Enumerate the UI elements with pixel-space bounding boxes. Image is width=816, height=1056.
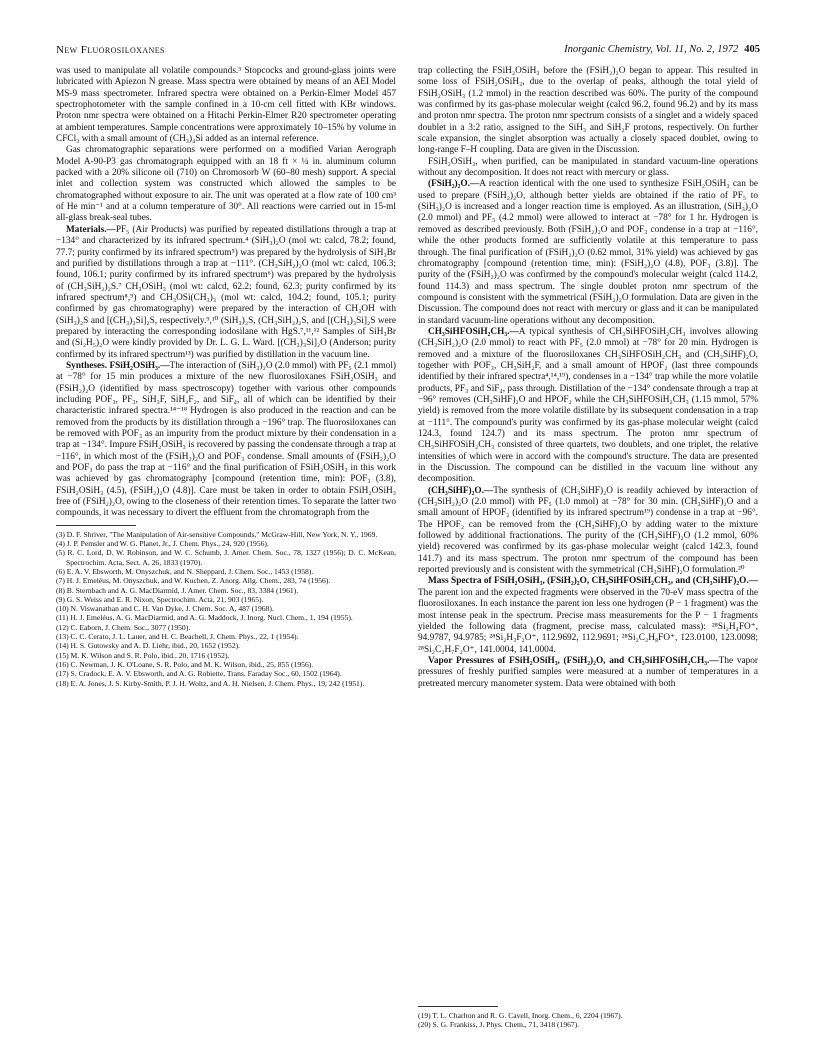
section-heading: Syntheses. FSiH₂OSiH₃.— (66, 360, 170, 371)
paragraph-text: FSiH₂OSiH₃, when purified, can be manipulated in standard vacuum-line operations without any decomposition. It does not react with mercury or glass. (418, 156, 758, 179)
paragraph-text: trap collecting the FSiH₂OSiH₃ before the (FSiH₂)₂O began to appear. This resulted in some loss of FSiH₂OSiH₃, due to the overlap of peaks, although the total yield of FSiH₂OSiH₃ (1.2 mmol) in the reaction described was 60%. The purity of the compound was confirmed by its gas-phase molecular weight (calcd 96.2, found 96.2) and by its mass and proton nmr spectra. The proton nmr spectrum consists of a singlet and a widely spaced doublet in a 3:2 ratio, assigned to the SiH₃ and SiH₂F protons, respectively. On further scale expansion, the singlet absorption was actually a closely spaced doublet, owing to long-range F–H coupling. Data are given in the Discussion. (418, 66, 758, 156)
paragraph (56, 225, 396, 361)
paragraph (56, 361, 396, 520)
footnote: (20) S. G. Frankiss, J. Phys. Chem., 71, 3418 (1967). (418, 1020, 580, 1030)
left-column (56, 66, 396, 688)
section-heading: Vapor Pressures of FSiH₂OSiH₃, (FSiH₂)₂O, and CH₃SiHFOSiH₂CH₃.— (428, 655, 719, 666)
footnote: (8) B. Sternbach and A. G. MacDiarmid, J. Amer. Chem. Soc., 83, 3384 (1961). (56, 585, 299, 595)
paragraph-text: PF₅ (Air Products) was purified by repeated distillations through a trap at −134° and characterized by its infrared spectrum.⁴ (SiH₃)₂O (mol wt: calcd, 78.2; found, 77.7; purity confirmed by its infrared spectrum⁵) was prepared by the hydrolysis of SiH₃Br and purified by distillations through a trap at −111°. (CH₃SiH₂)₂O (mol wt: calcd, 106.3; found, 106.1; purity confirmed by its infrared spectrum⁶) was prepared by the hydrolysis of (CH₃SiH₂)₂S.⁷ CH₃OSiH₃ (mol wt: calcd, 62.2; found, 62.3; purity confirmed by its infrared spectrum⁸,⁹) and CH₃OSi(CH₃)₃ (mol wt: calcd, 104.2; found, 105.1; purity confirmed by gas chromatography) were prepared by the interaction of CH₃OH with (SiH₃)₂S and [(CH₃)₃Si]₂S, respectively.⁹,¹⁰ (SiH₃)₂S, (CH₃SiH₂)₂S, and [(CH₃)₃Si]₂S were prepared by interacting the corresponding iodosilane with HgS.⁷,¹¹,¹² Samples of SiH₃Br and (Si₂H₅)₂O were kindly provided by Dr. L. G. L. Ward. [(CH₃)₃Si]₂O (Anderson; purity confirmed by its infrared spectrum¹³) was purified by distillation in the vacuum line. (56, 224, 396, 360)
footnote: (10) N. Viswanathan and C. H. Van Dyke, J. Chem. Soc. A, 487 (1968). (56, 604, 274, 614)
footnote: (5) R. C. Lord, D. W. Robinson, and W. C. Schumb, J. Amer. Chem. Soc., 78, 1327 (1956); D. C. McKean, Spectrochim. Acta, Sect. A, 26, 1833 (1970). (56, 548, 396, 567)
paragraph-text: A reaction identical with the one used to synthesize FSiH₂OSiH₃ can be used to prepare (FSiH₂)₂O, although better yields are obtained if the ratio of PF₅ to (SiH₃)₂O is increased and a longer reaction time is employed. As an illustration, (SiH₃)₂O (2.0 mmol) and PF₅ (4.2 mmol) were allowed to interact at −78° for 1 hr. Hydrogen is removed as described previously. Both (FSiH₂)₂O and POF₃ condense in a trap at −116°, while the other products formed are sufficiently volatile at this temperature to pass through. The final purification of (FSiH₂)₂O (0.62 mmol, 31% yield) was achieved by gas chromatography [compound (retention time, min): (FSiH₂)₂O (4.8), POF₃ (3.8)]. The purity of the (FSiH₂)₂O was confirmed by the compound's molecular weight (calcd 114.2, found 114.3) and mass spectrum. The single doublet proton nmr spectrum of the compound is consistent with the symmetrical (FSiH₂)₂O formulation. Data are given in the Discussion. The compound does not react with mercury or glass and it can be manipulated in standard vacuum-line operations without any decomposition. (418, 179, 758, 326)
running-title: New Fluorosiloxanes (56, 44, 165, 56)
section-heading: Materials.— (66, 224, 116, 235)
section-heading: (CH₃SiHF)₂O.— (428, 485, 494, 496)
right-column (418, 66, 758, 690)
footnote: (15) M. K. Wilson and S. R. Polo, ibid., 20, 1716 (1952). (56, 650, 230, 660)
running-header (56, 44, 760, 58)
section-heading: Mass Spectra of FSiH₂OSiH₃, (FSiH₂)₂O, CH₃SiHFOSiH₂CH₃, and (CH₃SiHF)₂O.— (428, 576, 758, 587)
page-number: 405 (744, 44, 760, 55)
paragraph-text: A typical synthesis of CH₃SiHFOSiH₂CH₃ involves allowing (CH₃SiH₂)₂O (2.0 mmol) to react with PF₅ (2.0 mmol) at −78° for 20 min. Hydrogen is removed and a mixture of the fluorosiloxanes CH₃SiHFOSiH₂CH₃ and (CH₃SiHF)₂O, together with POF₃, CH₃SiH₂F, and a small amount of HPOF₂ (last three compounds identified by their infrared spectra⁴,¹⁴,¹⁹), condenses in a −134° trap while the more volatile products, PF₃ and SiF₄, pass through. Distillation of the −134° condensate through a trap at −96° removes (CH₃SiHF)₂O and HPOF₂ while the CH₃SiHFOSiH₂CH₃ (1.15 mmol, 57% yield) is removed from the more volatile distillate by its subsequent condensation in a trap at −111°. The compound's purity was confirmed by its gas-phase molecular weight (calcd 124.3, found 124.7) and its mass spectrum. The proton nmr spectrum of CH₃SiHFOSiH₂CH₃ consisted of three quartets, two doublets, and one triplet, the relative intensities of which were in accord with the compound's structure. The data are presented in the Discussion. The compound can be distilled in the vacuum line without any decomposition. (418, 326, 758, 485)
footnote: (17) S. Cradock, E. A. V. Ebsworth, and A. G. Robiette, Trans. Faraday Soc., 60, 1502 (1964). (56, 669, 342, 679)
footnote: (11) H. J. Emeléus, A. G. MacDiarmid, and A. G. Maddock, J. Inorg. Nucl. Chem., 1, 194 (1955). (56, 613, 353, 623)
footnote: (18) E. A. Jones, J. S. Kirby-Smith, P. J. H. Woltz, and A. H. Nielsen, J. Chem. Phys., 19, 242 (1951). (56, 678, 365, 688)
paragraph (418, 327, 758, 486)
footnote: (7) H. J. Emeléus, M. Onyszchuk, and W. Kuchen, Z. Anorg. Allg. Chem., 283, 74 (1956). (56, 576, 331, 586)
section-heading: (FSiH₂)₂O.— (428, 179, 480, 190)
footnote: (6) E. A. V. Ebsworth, M. Onyszchuk, and N. Sheppard, J. Chem. Soc., 1453 (1958). (56, 566, 314, 576)
paragraph (56, 66, 396, 145)
paragraph-text: The parent ion and the expected fragments were observed in the 70-eV mass spectra of the fluorosiloxanes. In each instance the parent ion less one hydrogen (P − 1 fragment) was the most intense peak in the spectrum. Precise mass measurements for the P − 1 fragments yielded the following data (fragment, precise mass, calculated mass): ²⁸Si₂H₄FO⁺, 94.9787, 94.9785; ²⁸Si₂H₃F₂O⁺, 112.9692, 112.9691; ²⁸Si₂C₂H₈FO⁺, 123.0100, 123.0098; ²⁸Si₂C₂H₇F₂O⁺, 141.0004, 141.0004. (418, 587, 758, 655)
paragraph (418, 576, 758, 655)
journal-citation (564, 44, 760, 55)
paragraph-text: Gas chromatographic separations were performed on a modified Varian Aerograph Model A-90-P3 gas chromatograph equipped with an 18 ft × ¼ in. aluminum column packed with a 20% silicone oil (710) on Chromosorb W (60–80 mesh) support. A special inlet and collection system was constructed which allowed the samples to be chromatographed without exposure to air. The unit was operated at a flow rate of 100 cm³ of He min⁻¹ and at a column temperature of 30°. All reactions were carried out in 15-ml all-glass break-seal tubes. (56, 145, 396, 224)
footnote: (3) D. F. Shriver, "The Manipulation of Air-sensitive Compounds," McGraw-Hill, New York, N. Y., 1969. (56, 529, 378, 539)
footnote: (16) C. Newman, J. K. O'Loane, S. R. Polo, and M. K. Wilson, ibid., 25, 855 (1956). (56, 659, 314, 669)
paragraph (418, 66, 758, 157)
footnote: (9) G. S. Weiss and E. R. Nixon, Spectrochim. Acta, 21, 903 (1965). (56, 594, 264, 604)
footnote: (19) T. L. Charlton and R. G. Cavell, Inorg. Chem., 6, 2204 (1967). (418, 1011, 623, 1020)
journal-name: Inorganic Chemistry, Vol. 11, No. 2, 1972 (564, 44, 739, 55)
paragraph (418, 157, 758, 180)
paragraph-text: The synthesis of (CH₃SiHF)₂O is readily achieved by interaction of (CH₃SiH₂)₂O (2.0 mmol) with PF₅ (1.0 mmol) at −78° for 30 min. (CH₃SiHF)₂O and a small amount of HPOF₂ (identified by its infrared spectrum¹⁹) condense in a trap at −96°. The HPOF₂ can be removed from the (CH₃SiHF)₂O by adding water to the mixture followed by additional fractionations. The purity of the (CH₃SiHF)₂O (1.2 mmol, 60% yield) recovered was confirmed by its gas-phase molecular weight (calcd 142.3, found 141.7) and its mass spectrum. The proton nmr spectrum of the compound has been reported previously and is consistent with the symmetrical (CH₃SiHF)₂O formulation.²⁰ (418, 485, 758, 576)
footnote-rule (418, 1006, 498, 1007)
section-heading: CH₃SiHFOSiH₂CH₃.— (428, 326, 519, 337)
right-column-body (418, 66, 758, 690)
footnote: (12) C. Eaborn, J. Chem. Soc., 3077 (1950). (56, 622, 191, 632)
footnote-rule (56, 525, 136, 526)
footnote: (4) J. P. Pemsler and W. G. Planet, Jr., J. Chem. Phys., 24, 920 (1956). (56, 539, 269, 549)
paragraph-text: was used to manipulate all volatile compounds.³ Stopcocks and ground-glass joints were lubricated with Apiezon N grease. Mass spectra were obtained by means of an AEI Model MS-9 mass spectrometer. Infrared spectra were obtained on a Perkin-Elmer Model 457 spectrophotometer with the sample confined in a 10-cm cell fitted with KBr windows. Proton nmr spectra were obtained on a Hitachi Perkin-Elmer R20 spectrometer operating at ambient temperatures. Sample concentrations were approximately 10–15% by volume in CFCl₃ with a small amount of (CH₃)₄Si added as an internal reference. (56, 66, 396, 145)
paragraph (418, 656, 758, 690)
paragraph-text: The vapor pressures of freshly purified samples were measured at a number of temperatures in a pretreated mercury manometer system. Data were obtained with both (418, 655, 759, 689)
paragraph-text: The interaction of (SiH₃)₂O (2.0 mmol) with PF₅ (2.1 mmol) at −78° for 15 min produces a mixture of the new fluorosiloxanes FSiH₂OSiH₃ and (FSiH₂)₂O (identified by mass spectroscopy) together with various other compounds including POF₃, PF₃, SiH₃F, SiH₂F₂, and SiF₄, all of which can be identified by their characteristic infrared spectra.¹⁴⁻¹⁸ Hydrogen is also produced in the reaction and can be removed from the products by its distillation through a −196° trap. The fluorosiloxanes can be removed with POF₃ as an impurity from the product mixture by their condensation in a trap at −134°. Impure FSiH₂OSiH₃ is recovered by passing the condensate through a trap at −116°, in which most of the (FSiH₂)₂O and POF₃ condense. Small amounts of (FSiH₂)₂O and POF₃ do pass the trap at −116° and the final purification of FSiH₂OSiH₃ in this work was achieved by gas chromatography [compound (retention time, min): POF₃ (3.8), FSiH₂OSiH₃ (4.5), (FSiH₂)₂O (4.8)]. Care must be taken in order to obtain FSiH₂OSiH₃ free of (FSiH₂)₂O, owing to the closeness of their retention times. To separate the latter two compounds, it was necessary to divert the effluent from the chromatograph from the (56, 360, 397, 519)
right-footnotes-block (418, 1006, 758, 1030)
left-column-body (56, 66, 396, 520)
right-footnotes (418, 1011, 758, 1030)
footnote: (13) C. C. Cerato, J. L. Lauer, and H. C. Beachell, J. Chem. Phys., 22, 1 (1954). (56, 632, 299, 642)
left-footnotes (56, 530, 396, 688)
paragraph (418, 179, 758, 326)
footnote: (14) H. S. Gutowsky and A. D. Liehr, ibid., 20, 1652 (1952). (56, 641, 241, 651)
paragraph (56, 145, 396, 224)
paragraph (418, 486, 758, 577)
